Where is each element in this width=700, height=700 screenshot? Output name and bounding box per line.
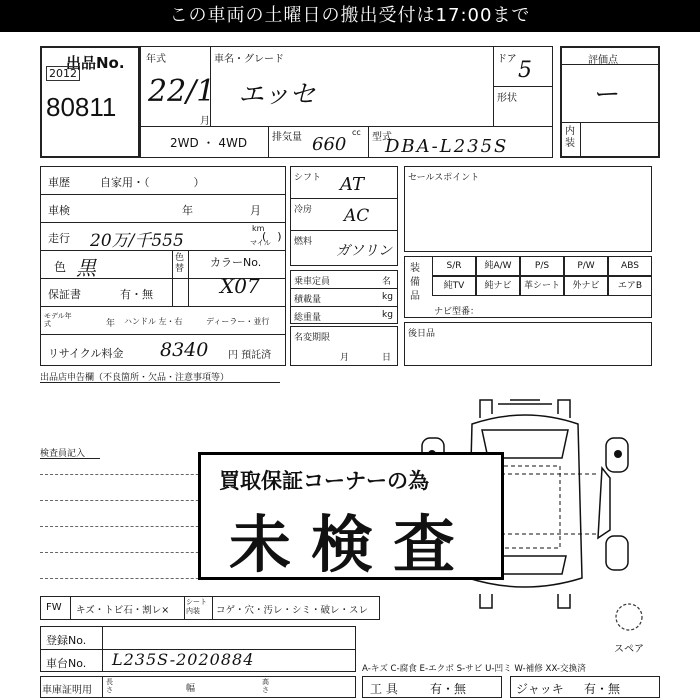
deadline-day: 日 bbox=[382, 353, 392, 363]
spare-label: スペア bbox=[614, 644, 644, 655]
chassis-value: L235S-2020884 bbox=[112, 650, 255, 669]
fw-text: キズ・トビ石・割レ× bbox=[76, 605, 170, 616]
equipment-item: 外ナビ bbox=[564, 276, 608, 296]
equipment-item: エアB bbox=[608, 276, 652, 296]
fuel-label: 燃料 bbox=[294, 237, 313, 247]
fw-label: FW bbox=[46, 602, 62, 613]
interior-label: 内装 bbox=[565, 126, 575, 149]
equipment-item: 革シート bbox=[520, 276, 564, 296]
km-unit: km bbox=[252, 224, 265, 233]
spare-tire-icon bbox=[614, 602, 644, 632]
recycle-value: 8340 bbox=[160, 339, 209, 361]
weight-unit: kg bbox=[382, 310, 393, 320]
right-side-view bbox=[598, 438, 628, 570]
dealer-label: ディーラー・並行 bbox=[206, 317, 270, 326]
history-label: 車歴 bbox=[48, 176, 70, 189]
stamp-line2: 未検査 bbox=[229, 508, 476, 581]
equipment-item: ABS bbox=[608, 256, 652, 276]
sales-point-label: セールスポイント bbox=[408, 173, 480, 183]
door-value: 5 bbox=[518, 58, 532, 83]
jack-label: ジャッキ bbox=[516, 682, 564, 696]
shape-label: 形状 bbox=[497, 93, 517, 104]
seller-notes-label: 出品店申告欄（不良箇所・欠品・注意事項等） bbox=[40, 373, 230, 383]
shaken-year: 年 bbox=[182, 204, 193, 217]
capacity-unit: 名 bbox=[382, 277, 392, 287]
seat-label: シート内装 bbox=[186, 598, 207, 615]
tools-label: 工 具 bbox=[370, 682, 398, 696]
recycle-label: リサイクル料金 bbox=[48, 347, 124, 360]
warranty-label: 保証書 bbox=[48, 288, 81, 301]
color-no-value: X07 bbox=[220, 274, 260, 298]
rating-label: 評価点 bbox=[588, 55, 618, 66]
width-label: 幅 bbox=[186, 684, 196, 694]
later-items-label: 後日品 bbox=[408, 329, 436, 339]
equipment-item: 純ナビ bbox=[476, 276, 520, 296]
model-year-unit: 年 bbox=[106, 319, 116, 329]
height-label: 高さ bbox=[262, 678, 269, 694]
ac-value: AC bbox=[344, 206, 370, 226]
equipment-item: 純A/W bbox=[476, 256, 520, 276]
door-label: ドア bbox=[497, 54, 517, 65]
equipment-item: P/S bbox=[520, 256, 564, 276]
navi-model-label: ナビ型番： bbox=[434, 307, 480, 317]
deadline-month: 月 bbox=[340, 353, 350, 363]
color-no-label: カラーNo. bbox=[210, 256, 262, 269]
damage-legend: A-キズ C-腐食 E-エクボ S-サビ U-凹ミ W-補修 XX-交換済 bbox=[362, 664, 586, 674]
mileage-value: 20万/千555 bbox=[90, 231, 184, 251]
jack-value: 有・無 bbox=[584, 682, 621, 696]
color-change-label: 色替 bbox=[175, 253, 185, 274]
tools-value: 有・無 bbox=[430, 682, 467, 696]
year-label: 年式 bbox=[146, 54, 166, 65]
fuel-value: ガソリン bbox=[336, 243, 392, 259]
displacement-value: 660 bbox=[312, 134, 347, 155]
inspector-label: 検査員記入 bbox=[40, 449, 86, 459]
warranty-value: 有・無 bbox=[120, 288, 153, 301]
equipment-item: S/R bbox=[432, 256, 476, 276]
color-value: 黒 bbox=[76, 256, 96, 280]
displacement-label: 排気量 bbox=[272, 132, 302, 143]
model-code-value: DBA-L235S bbox=[385, 136, 509, 157]
capacity-label: 乗車定員 bbox=[294, 277, 331, 287]
name-grade-label: 車名・グレード bbox=[214, 54, 284, 65]
stamp-line1: 買取保証コーナーの為 bbox=[219, 469, 429, 493]
rating-value: ー bbox=[592, 80, 619, 110]
lot-year: 2012 bbox=[46, 66, 80, 81]
registration-label: 登録No. bbox=[46, 634, 87, 647]
equipment-item: 純TV bbox=[432, 276, 476, 296]
shaken-label: 車検 bbox=[48, 204, 70, 217]
name-value: エッセ bbox=[238, 80, 316, 110]
saturday-pickup-notice: この車両の土曜日の搬出受付は17:00まで bbox=[0, 0, 700, 32]
lot-label: 出品No. bbox=[66, 54, 125, 72]
model-year-label: モデル年式 bbox=[44, 312, 72, 328]
later-items-box bbox=[404, 322, 652, 366]
chassis-label: 車台No. bbox=[46, 657, 87, 670]
deadline-label: 名変期限 bbox=[294, 333, 331, 343]
equipment-label: 装備品 bbox=[410, 263, 420, 302]
mileage-paren: ( ) bbox=[262, 230, 282, 243]
cc-unit: cc bbox=[352, 128, 361, 137]
history-value: 自家用・（ ） bbox=[100, 176, 205, 189]
load-unit: kg bbox=[382, 292, 393, 302]
garage-cert-label: 車庫証明用 bbox=[42, 685, 92, 696]
equipment-item: P/W bbox=[564, 256, 608, 276]
lot-number: 80811 bbox=[46, 92, 117, 122]
shift-value: AT bbox=[340, 174, 365, 195]
seat-text: コゲ・穴・汚レ・シミ・破レ・スレ bbox=[216, 605, 369, 616]
uninspected-stamp bbox=[198, 452, 504, 580]
mile-unit: マイル bbox=[250, 239, 271, 247]
shift-label: シフト bbox=[294, 173, 322, 183]
month-unit: 月 bbox=[200, 116, 210, 127]
year-value: 22/1 bbox=[148, 74, 216, 109]
shaken-month: 月 bbox=[250, 204, 261, 217]
ac-label: 冷房 bbox=[294, 205, 313, 215]
model-code-label: 型式 bbox=[372, 132, 392, 143]
weight-label: 総重量 bbox=[294, 313, 322, 323]
drive-label: 2WD ・ 4WD bbox=[170, 136, 248, 150]
color-label: 色 bbox=[54, 260, 67, 274]
length-label: 長さ bbox=[106, 678, 113, 694]
load-label: 積載量 bbox=[294, 295, 322, 305]
handle-label: ハンドル 左・右 bbox=[124, 317, 183, 326]
recycle-unit: 円 預託済 bbox=[228, 350, 272, 361]
mileage-label: 走行 bbox=[48, 232, 70, 245]
